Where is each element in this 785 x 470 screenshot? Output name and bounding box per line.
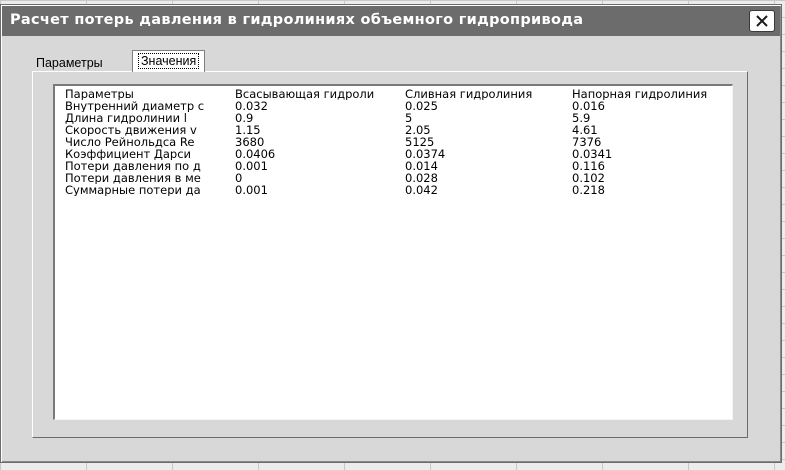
table-cell: Скорость движения v (65, 124, 197, 136)
table-row[interactable] (65, 112, 732, 124)
table-row[interactable] (65, 136, 732, 148)
table-row[interactable] (65, 100, 732, 112)
table-row[interactable] (65, 184, 732, 196)
close-icon (755, 15, 769, 27)
table-cell: Число Рейнольдса Re (65, 136, 195, 148)
table-cell: Коэффициент Дарси (65, 148, 192, 160)
table-cell: 0.102 (572, 172, 605, 184)
tab-values[interactable] (132, 50, 205, 72)
column-header: Напорная гидролиния (572, 88, 708, 100)
table-cell: 0.028 (405, 172, 438, 184)
results-table (65, 88, 732, 196)
table-cell: 0.0341 (572, 148, 613, 160)
table-cell: 0.9 (235, 112, 254, 124)
table-cell: 0 (235, 172, 243, 184)
table-cell: 5.9 (572, 112, 591, 124)
table-cell: 0.014 (405, 160, 438, 172)
table-cell: 0.001 (235, 184, 268, 196)
results-listbox[interactable] (53, 84, 733, 420)
table-cell: 7376 (572, 136, 602, 148)
table-row[interactable] (65, 148, 732, 160)
table-cell: Суммарные потери да (65, 184, 201, 196)
column-header: Всасывающая гидроли (235, 88, 375, 100)
window-title: Расчет потерь давления в гидролиниях объемного гидропривода (10, 12, 584, 28)
table-cell: 5 (405, 112, 413, 124)
table-cell: 0.025 (405, 100, 438, 112)
table-row[interactable] (65, 172, 732, 184)
tab-parameters-label: Параметры (36, 56, 103, 70)
table-cell: 0.0374 (405, 148, 446, 160)
table-cell: 0.218 (572, 184, 605, 196)
table-cell: 3680 (235, 136, 265, 148)
table-cell: 0.042 (405, 184, 438, 196)
column-header: Параметры (65, 88, 134, 100)
table-cell: 0.032 (235, 100, 268, 112)
title-bar[interactable] (2, 6, 780, 36)
table-row[interactable] (65, 160, 732, 172)
table-cell: Длина гидролинии l (65, 112, 187, 124)
header-row (65, 88, 732, 100)
tab-values-label: Значения (138, 53, 199, 69)
table-cell: 0.001 (235, 160, 268, 172)
table-row[interactable] (65, 124, 732, 136)
table-cell: 4.61 (572, 124, 598, 136)
tab-parameters[interactable] (36, 53, 103, 73)
close-button[interactable] (749, 10, 775, 32)
table-cell: 0.016 (572, 100, 605, 112)
table-cell: 0.116 (572, 160, 605, 172)
column-header: Сливная гидролиния (405, 88, 533, 100)
table-cell: 2.05 (405, 124, 431, 136)
table-cell: 5125 (405, 136, 435, 148)
table-cell: Внутренний диаметр с (65, 100, 205, 112)
table-cell: 1.15 (235, 124, 261, 136)
table-cell: Потери давления в ме (65, 172, 201, 184)
table-cell: Потери давления по д (65, 160, 201, 172)
table-cell: 0.0406 (235, 148, 276, 160)
